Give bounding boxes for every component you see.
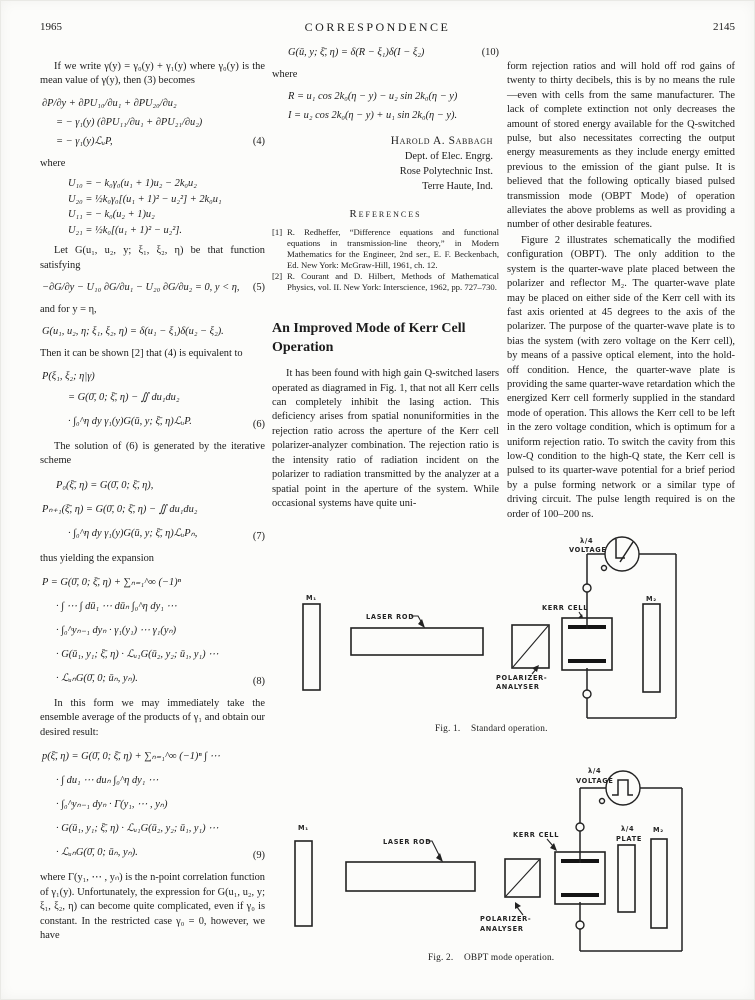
- reference-number: [1]: [272, 226, 283, 237]
- kerr-cell-label: KERR CELL: [513, 831, 560, 839]
- figure-1-caption-text: Standard operation.: [471, 724, 548, 734]
- figure-1-caption-label: Fig. 1.: [435, 724, 461, 734]
- polarizer-label-line2: ANALYSER: [480, 925, 524, 933]
- kerr-cell-electrode-bottom: [568, 659, 606, 663]
- quarter-wave-voltage-label-line1: λ/4: [588, 767, 602, 775]
- polarizer-label-line1: POLARIZER-: [480, 915, 532, 923]
- mirror-m1-label: M₁: [298, 824, 309, 832]
- equation-line: R = u₁ cos 2k₀(η − y) − u₂ sin 2k₀(η − y): [288, 91, 458, 103]
- arrowhead-icon: [436, 853, 443, 862]
- equation-line: · ∫₀^η dy γ₁(y)G(ū, y; ξ̄, η)ℒᵤP.: [68, 415, 192, 427]
- equation-line: · ∫₀^η dy γ₁(y)G(ū, y; ξ̄, η)ℒᵤPₙ,: [68, 527, 198, 539]
- arrowhead-icon: [418, 619, 425, 628]
- header-page-number: 2145: [713, 21, 735, 33]
- quarter-wave-plate-label-line1: λ/4: [621, 825, 635, 833]
- references-heading: References: [349, 208, 422, 221]
- author-affiliation: Rose Polytechnic Inst.: [399, 166, 493, 178]
- figure-1-diagram: [280, 532, 748, 750]
- equation-line: · ℒᵤₙG(0̄, 0; ūₙ, yₙ).: [56, 847, 138, 859]
- paragraph: form rejection ratios and will hold off rod gains of twenty to thirty decibels, this is by no means the rule—even with cells from the same manufacturer. The lack of complete extinction not only decreases the amount of stored energy available for the Q-switched pulse, but also necessitates correcting the output energy measurements as they include energy emitted previous to the emission of the giant pulse. It is believed that the following optically biased pulsed transmission mode (OBPT Mode) of operation alleviates the above problems as well as providing a number of other desirable features.: [507, 61, 735, 231]
- reference-number: [2]: [272, 271, 283, 282]
- kerr-cell-pointer: [547, 839, 553, 846]
- paragraph: Then it can be shown [2] that (4) is equivalent to: [40, 348, 243, 360]
- equation-line: P(ξ₁, ξ₂; η|γ): [42, 370, 95, 382]
- voltage-source: [605, 537, 639, 571]
- kerr-cell-electrode-bottom: [561, 893, 599, 897]
- equation-number: (8): [252, 676, 265, 688]
- terminal: [583, 584, 591, 592]
- author-signature: [272, 134, 493, 194]
- figure-2-caption-text: OBPT mode operation.: [464, 953, 555, 963]
- equation-line: P = G(0̄, 0; ξ̄, η) + ∑ₙ₌₁^∞ (−1)ⁿ: [42, 577, 181, 589]
- equation-line: G(u₁, u₂, η; ξ₁, ξ₂, η) = δ(u₁ − ξ₁)δ(u₂ − ξ₂).: [42, 326, 224, 338]
- paragraph: It has been found with high gain Q-switched lasers operated as diagramed in Fig. 1, that not all Kerr cells can completely inhibit the lasing action. This deficiency arises from spatial nonuniformities in the rejection ratio across the aperture of the Kerr cell polarizer-analyzer combination. The rejection ratio is the intensity ratio of radiation incident on the polarizer to radiation transmitted by the analyzer at a spatial point in the aperture of the system. While occasional systems have quite uni-: [272, 368, 499, 509]
- polarizer-pointer: [517, 907, 523, 915]
- figure-2-caption-label: Fig. 2.: [428, 953, 454, 963]
- equation-8: [42, 571, 265, 691]
- equation-line: −∂G/∂y − U₁₀ ∂G/∂u₁ − U₂₀ ∂G/∂u₂ = 0, y < η,: [42, 282, 240, 294]
- switch-contact-dot: [602, 566, 607, 571]
- u-definitions: [42, 176, 265, 238]
- equation-number: (6): [252, 418, 265, 430]
- kerr-cell-label: KERR CELL: [542, 604, 589, 612]
- equation-r: [274, 87, 499, 125]
- equation-line: · ∫₀^yₙ₋₁ dyₙ · γ₁(y₁) ⋯ γ₁(yₙ): [56, 625, 177, 637]
- equation-line: U₁₀ = − k₀γ₀(u₁ + 1)u₂ − 2k₀u₂: [68, 178, 197, 190]
- section-title: An Improved Mode of Kerr Cell Operation: [272, 321, 466, 355]
- header-journal-title: CORRESPONDENCE: [304, 20, 451, 34]
- equation-line: P₀(ξ̄, η) = G(0̄, 0; ξ̄, η),: [56, 479, 154, 491]
- quarter-wave-plate-label-line2: PLATE: [616, 835, 643, 843]
- equation-line: U₂₀ = ½k₀γ₀[(u₁ + 1)² − u₂²] + 2k₀u₁: [68, 193, 222, 205]
- paragraph: In this form we may immediately take the ensemble average of the products of γ₁ and obtain our desired result:: [40, 698, 265, 738]
- paragraph: If we write γ(y) = γ₀(y) + γ₁(y) where γ₀(y) is the mean value of γ(y), then (3) becomes: [40, 61, 265, 87]
- mirror-m1: [295, 841, 312, 926]
- terminal: [576, 921, 584, 929]
- mirror-m1: [303, 604, 320, 690]
- terminal: [576, 823, 584, 831]
- reference-text: R. Courant and D. Hilbert, Methods of Mathematical Physics, vol. II. New York: Interscience, 1962, pp. 727–730.: [287, 271, 499, 293]
- laser-rod: [346, 862, 475, 891]
- paragraph: where Γ(y₁, ⋯ , yₙ) is the n-point correlation function of γ₁(y). Unfortunately, the expression for G(u₁, u₂, y; ξ₁, ξ₂, η) can become quite complicated, even if γ₀ is constant. In the restricted case γ₀ = 0, however, we have: [40, 872, 265, 941]
- equation-line: = − γ₁(y) (∂PU₁₁/∂u₁ + ∂PU₂₁/∂u₂): [56, 116, 203, 128]
- equation-number: (10): [481, 47, 499, 58]
- equation-number: (7): [252, 530, 265, 542]
- author-name: Harold A. Sabbagh: [390, 135, 493, 148]
- polarizer-label-line2: ANALYSER: [496, 683, 540, 691]
- equation-line: Pₙ₊₁(ξ̄, η) = G(0̄, 0; ξ̄, η) − ∬ du₁du₂: [42, 503, 198, 515]
- equation-line: = G(0̄, 0; ξ̄, η) − ∬ du₁du₂: [68, 391, 180, 403]
- equation-number: (9): [252, 850, 265, 862]
- mirror-m2: [643, 604, 660, 692]
- equation-line: · ∫ ⋯ ∫ dū₁ ⋯ dūₙ ∫₀^η dy₁ ⋯: [56, 601, 177, 613]
- paragraph: Let G(u₁, u₂, y; ξ₁, ξ₂, η) be that function satisfying: [40, 245, 265, 271]
- author-location: Terre Haute, Ind.: [422, 181, 493, 193]
- figures-area: [280, 532, 748, 994]
- equation-9: [42, 745, 265, 865]
- equation-4: [42, 94, 265, 151]
- equation-line: = − γ₁(y)ℒᵤP,: [56, 135, 113, 147]
- switch-contact-dot: [600, 799, 605, 804]
- equation-line: · G(ū₁, y₁; ξ̄, η) · ℒᵤ₁G(ū₂, y₂; ū₁, y₁) ⋯: [56, 649, 219, 661]
- paragraph: The solution of (6) is generated by the iterative scheme: [40, 440, 265, 467]
- middle-column: [272, 38, 499, 512]
- equation-10: [274, 43, 499, 62]
- mirror-m2: [651, 839, 667, 928]
- equation-line: · ∫₀^yₙ₋₁ dyₙ · Γ(y₁, ⋯ , yₙ): [56, 799, 168, 811]
- polarizer-label-line1: POLARIZER-: [496, 674, 548, 682]
- header-year: 1965: [40, 21, 62, 33]
- where-label: where: [272, 69, 298, 80]
- reference-item: [272, 227, 499, 271]
- equation-line: U₁₁ = − k₀(u₂ + 1)u₂: [68, 209, 155, 221]
- mirror-m2-label: M₂: [653, 826, 664, 834]
- terminal: [583, 690, 591, 698]
- equation-line: I = u₂ cos 2k₀(η − y) + u₁ sin 2k₀(η − y).: [288, 110, 458, 122]
- author-affiliation: Dept. of Elec. Engrg.: [404, 151, 493, 163]
- quarter-wave-voltage-label-line1: λ/4: [580, 537, 594, 545]
- left-column: [40, 60, 265, 944]
- right-column: [507, 60, 735, 523]
- where-label: where: [40, 157, 66, 169]
- equation-line: G(ū, y; ξ̄, η) = δ(R − ξ₁)δ(I − ξ₂): [288, 47, 425, 58]
- laser-rod-label: LASER ROD: [383, 838, 432, 846]
- quarter-wave-voltage-label-line2: VOLTAGE: [569, 546, 607, 554]
- equation-5b: [42, 322, 265, 341]
- reference-item: [272, 271, 499, 293]
- laser-rod: [351, 628, 483, 655]
- equation-number: (4): [252, 135, 265, 147]
- reference-text: R. Redheffer, “Difference equations and functional equations in transmission-line theory,” in Modern Mathematics for the Engineer, 2nd ser., E. F. Beckenbach, Ed. New York: McGraw-Hill, 1961, ch. 12.: [287, 226, 499, 270]
- laser-rod-label: LASER ROD: [366, 613, 415, 621]
- mirror-m2-label: M₂: [646, 595, 657, 603]
- equation-5: [42, 278, 265, 297]
- equation-line: · ∫ du₁ ⋯ duₙ ∫₀^η dy₁ ⋯: [56, 775, 159, 787]
- equation-7: [42, 474, 265, 546]
- equation-line: · ℒᵤₙG(0̄, 0; ūₙ, yₙ).: [56, 673, 138, 685]
- quarter-wave-plate: [618, 845, 635, 912]
- figure-2-diagram: [280, 759, 748, 999]
- paragraph: and for y = η,: [40, 304, 97, 316]
- equation-line: · G(ū₁, y₁; ξ̄, η) · ℒᵤ₁G(ū₂, y₂; ū₁, y₁) ⋯: [56, 823, 219, 835]
- equation-6: [42, 367, 265, 434]
- paragraph: thus yielding the expansion: [40, 552, 154, 564]
- quarter-wave-voltage-label-line2: VOLTAGE: [576, 777, 614, 785]
- equation-line: p(ξ̄, η) = G(0̄, 0; ξ̄, η) + ∑ₙ₌₁^∞ (−1)ⁿ ∫ ⋯: [42, 751, 221, 763]
- equation-line: U₂₁ = ½k₀[(u₁ + 1)² − u₂²].: [68, 224, 183, 236]
- paragraph: Figure 2 illustrates schematically the modified configuration (OBPT). The only addition to the system is the quarter-wave plate placed between the polarizer and reflector M₂. The quarter-wave plate may be placed on either side of the Kerr cell with its fast axis oriented at 45 degrees to the axis of the polarizer. The purpose of the quarter-wave plate is to bias the system (with zero voltage on the Kerr cell), by means of a passive optical element, into the hold-off condition. Hence, the quarter-wave plate is providing the same quarter-wave retardation which the energized Kerr cell formerly supplied in the standard mode of operation. This allows the Kerr cell to be left in the zero voltage condition, which is optimum for a uniform rejection ratio. To switch the cavity from this low-Q condition to the high-Q state, the Kerr cell is pulsed to its quarter-wave potential for a brief period by a pulse forming network or a similar type of driving circuit. The pulse length required is on the order of 100–200 ns.: [507, 234, 735, 520]
- equation-line: ∂P/∂y + ∂PU₁₀/∂u₁ + ∂PU₂₀/∂u₂: [42, 97, 177, 109]
- mirror-m1-label: M₁: [306, 594, 317, 602]
- equation-number: (5): [252, 282, 265, 294]
